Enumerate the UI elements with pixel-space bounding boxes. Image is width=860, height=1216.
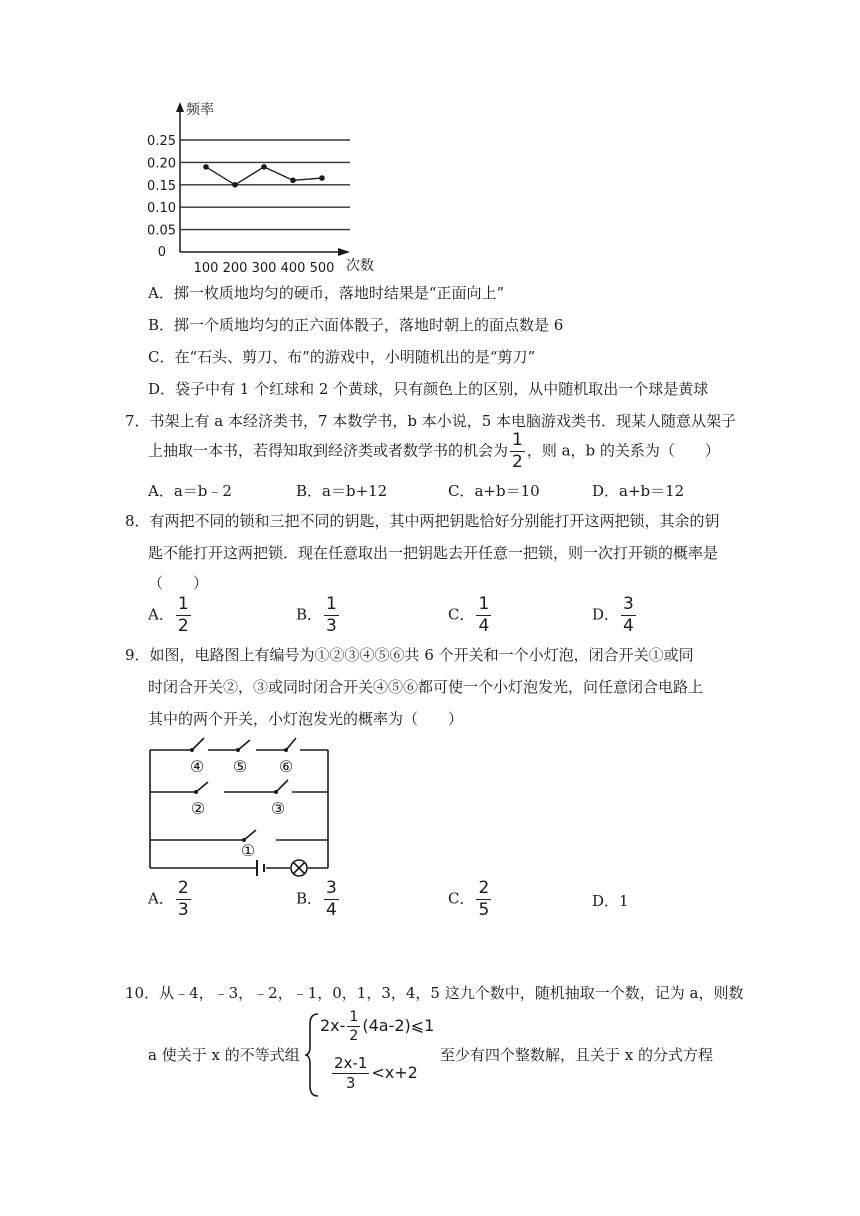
q9-option-b [296, 880, 341, 919]
q9-option-a-label: A． [148, 889, 174, 908]
ineq2-frac-denominator: 3 [345, 1074, 356, 1092]
q9-b-denominator: 4 [326, 900, 337, 920]
y-tick-label: 0.20 [147, 156, 176, 172]
y-tick-label: 0.15 [147, 178, 176, 194]
q10-stem-line2-pre: a 使关于 x 的不等式组 [148, 1046, 300, 1064]
q8-b-numerator: 1 [326, 594, 337, 614]
q7-frac-numerator: 1 [512, 430, 523, 450]
data-point [261, 164, 267, 170]
frequency-line-chart [140, 92, 390, 277]
q7-option-b: B．a＝b+12 [296, 482, 388, 500]
x-tick-label: 300 [251, 261, 277, 276]
circuit-diagram [140, 728, 340, 878]
y-axis-label: 频率 [186, 102, 214, 118]
x-tick-label: 200 [222, 261, 248, 276]
q9-option-d [592, 890, 629, 911]
ineq2-fraction [332, 1056, 369, 1091]
origin-label: 0 [157, 245, 166, 260]
q9-option-a-fraction [176, 880, 191, 919]
q6-option-a: A．掷一枚质地均匀的硬币，落地时结果是“正面向上” [148, 284, 505, 302]
q8-option-c [448, 596, 493, 635]
q9-a-denominator: 3 [177, 900, 189, 920]
switch-label-4: ④ [189, 757, 205, 776]
q8-stem-line1: 8．有两把不同的锁和三把不同的钥匙，其中两把钥匙恰好分别能打开这两把锁，其余的钥 [125, 512, 720, 530]
q8-c-denominator: 4 [478, 616, 490, 636]
q7-stem-line2-post: ，则 a，b 的关系为（ ） [526, 441, 720, 460]
x-tick-label: 500 [309, 261, 335, 276]
q7-option-c: C．a+b＝10 [448, 482, 540, 500]
q7-stem-line2 [148, 432, 720, 471]
q8-option-c-fraction [476, 596, 491, 635]
q8-d-denominator: 4 [623, 616, 634, 636]
switch-label-6: ⑥ [278, 757, 294, 776]
x-tick-label: 400 [280, 261, 306, 276]
ineq1-part-b: (4a-2)⩽1 [362, 1016, 435, 1035]
y-tick-label: 0.10 [147, 201, 176, 217]
inequality-2 [330, 1056, 418, 1091]
q8-a-numerator: 1 [177, 594, 189, 614]
q9-option-c-fraction [476, 880, 491, 919]
ineq2-part-b: <x+2 [371, 1063, 418, 1082]
q8-stem-line3: （ ） [148, 574, 209, 592]
switch-label-2: ② [190, 799, 206, 818]
q9-option-b-fraction [324, 880, 339, 919]
switch-label-1: ① [240, 841, 256, 860]
q9-option-b-label: B． [296, 889, 323, 908]
ineq1-part-a: 2x- [320, 1016, 346, 1035]
q8-a-denominator: 2 [177, 616, 189, 636]
q8-b-denominator: 3 [326, 616, 337, 636]
q10-stem-line2-post: 至少有四个整数解，且关于 x 的分式方程 [440, 1046, 713, 1064]
q9-option-d-label: D． [592, 892, 620, 910]
q7-option-a: A．a＝b﹣2 [148, 482, 232, 500]
x-tick-label: 100 [193, 261, 219, 276]
q10-stem-line1: 10．从﹣4，﹣3，﹣2，﹣1，0，1，3，4，5 这九个数中，随机抽取一个数，记为 a，则数 [125, 984, 744, 1002]
ineq1-frac-numerator: 1 [349, 1009, 359, 1025]
q7-frac-denominator: 2 [512, 452, 523, 472]
q6-option-d: D．袋子中有 1 个红球和 2 个黄球，只有颜色上的区别，从中随机取出一个球是黄球 [148, 380, 709, 398]
q8-option-b-fraction [324, 596, 339, 635]
q9-b-numerator: 3 [326, 878, 337, 898]
q9-c-denominator: 5 [478, 900, 490, 920]
q8-option-b-label: B． [296, 605, 323, 624]
q8-stem-line2: 匙不能打开这两把锁．现在任意取出一把钥匙去开任意一把锁，则一次打开锁的概率是 [148, 544, 719, 562]
q6-option-b: B．掷一个质地均匀的正六面体骰子，落地时朝上的面点数是 6 [148, 316, 564, 334]
q9-option-c [448, 880, 493, 919]
q8-option-d-fraction [621, 596, 636, 635]
q8-option-b [296, 596, 341, 635]
q9-option-c-label: C． [448, 889, 475, 908]
q8-option-d [592, 596, 638, 635]
q8-option-a-label: A． [148, 605, 174, 624]
ineq1-frac-denominator: 2 [349, 1028, 359, 1044]
q9-stem-line3: 其中的两个开关，小灯泡发光的概率为（ ） [148, 710, 464, 728]
q9-a-numerator: 2 [177, 878, 189, 898]
y-tick-label: 0.25 [147, 134, 176, 149]
q7-fraction [510, 432, 525, 471]
data-point [203, 164, 209, 170]
q8-option-d-label: D． [592, 605, 620, 624]
q6-option-c: C．在“石头、剪刀、布”的游戏中，小明随机出的是“剪刀” [148, 348, 536, 366]
y-tick-label: 0.05 [147, 223, 176, 239]
q9-c-numerator: 2 [478, 878, 490, 898]
switch-label-3: ③ [270, 799, 286, 818]
q8-c-numerator: 1 [478, 594, 490, 614]
y-axis-arrow [176, 102, 184, 112]
q9-stem-line1: 9．如图，电路图上有编号为①②③④⑤⑥共 6 个开关和一个小灯泡，闭合开关①或同 [125, 646, 694, 664]
x-axis-label: 次数 [346, 258, 374, 274]
q9-option-a [148, 880, 193, 919]
ineq2-frac-numerator: 2x-1 [334, 1054, 368, 1072]
q7-stem-line1: 7．书架上有 a 本经济类书，7 本数学书，b 本小说，5 本电脑游戏类书．现某人随意从架子 [125, 412, 737, 430]
q9-stem-line2: 时闭合开关②，③或同时闭合开关④⑤⑥都可使一个小灯泡发光，问任意闭合电路上 [148, 678, 704, 696]
q8-option-c-label: C． [448, 605, 475, 624]
ineq1-fraction [347, 1010, 360, 1043]
q8-option-a [148, 596, 193, 635]
data-point [232, 182, 238, 188]
q7-stem-line2-pre: 上抽取一本书，若得知取到经济类或者数学书的机会为 [148, 441, 509, 460]
q8-d-numerator: 3 [623, 594, 634, 614]
inequality-1 [320, 1010, 434, 1043]
x-axis-arrow [338, 248, 350, 256]
q7-option-d: D．a+b＝12 [592, 482, 685, 500]
data-point [319, 175, 325, 181]
switch-label-5: ⑤ [232, 757, 248, 776]
q9-option-d-value: 1 [619, 892, 629, 910]
data-point [290, 178, 296, 184]
q8-option-a-fraction [176, 596, 191, 635]
